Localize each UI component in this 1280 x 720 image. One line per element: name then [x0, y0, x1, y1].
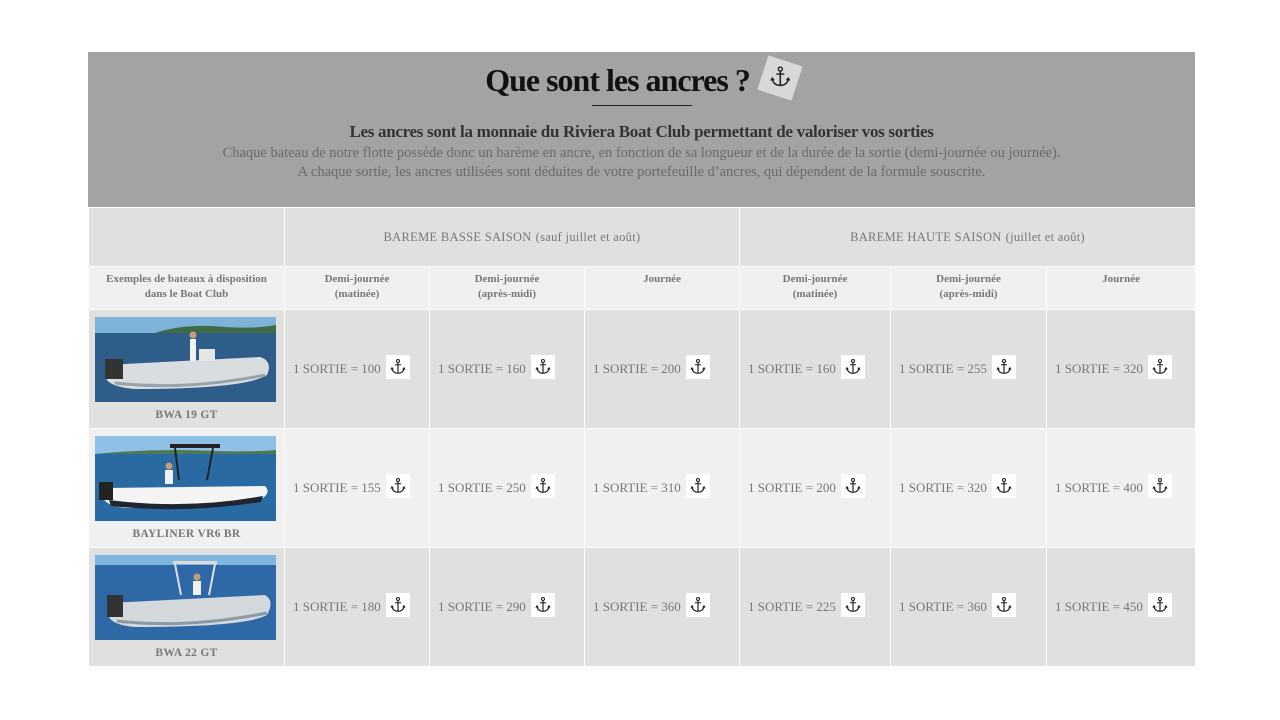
price-cell: [430, 310, 585, 429]
table-row: [89, 310, 1196, 429]
price-text: 1 SORTIE = 250: [438, 480, 526, 495]
anchor-icon: [841, 474, 865, 498]
duration-header: [285, 267, 430, 310]
empty-corner-cell: [89, 208, 285, 267]
price-text: 1 SORTIE = 200: [748, 480, 836, 495]
price-text: 1 SORTIE = 320: [1055, 361, 1143, 376]
price-cell: [1047, 429, 1196, 548]
anchor-icon: [841, 355, 865, 379]
duration-label: Demi-journée: [474, 273, 540, 285]
duration-sublabel: (matinée): [334, 288, 380, 300]
anchor-icon: [686, 355, 710, 379]
price-cell: [430, 548, 585, 667]
price-cell: [430, 429, 585, 548]
high-season-label: BAREME HAUTE SAISON: [850, 230, 1002, 244]
price-text: 1 SORTIE = 160: [438, 361, 526, 376]
price-cell: [1047, 548, 1196, 667]
price-text: 1 SORTIE = 180: [293, 599, 381, 614]
duration-label: Journée: [643, 273, 681, 285]
title-row: [88, 60, 1195, 100]
low-season-note: (sauf juillet et août): [535, 230, 641, 244]
anchor-icon: [386, 355, 410, 379]
price-cell: [585, 310, 740, 429]
boat-photo: [95, 436, 276, 521]
price-cell: [285, 548, 430, 667]
anchor-icon: [992, 593, 1016, 617]
subtitle: Les ancres sont la monnaie du Riviera Boat Club permettant de valoriser vos sorties: [349, 122, 934, 141]
boat-photo: [95, 555, 276, 640]
price-cell: [740, 548, 891, 667]
season-header-row: [89, 208, 1196, 267]
examples-header: [89, 267, 285, 310]
low-season-header: [285, 208, 740, 267]
price-cell: [585, 548, 740, 667]
price-cell: [891, 310, 1047, 429]
low-season-label: BAREME BASSE SAISON: [383, 230, 532, 244]
price-text: 1 SORTIE = 155: [293, 480, 381, 495]
anchor-icon: [992, 355, 1016, 379]
duration-header: [430, 267, 585, 310]
anchor-icon: [531, 355, 555, 379]
price-text: 1 SORTIE = 225: [748, 599, 836, 614]
anchor-icon: [386, 474, 410, 498]
boat-cell: [89, 429, 285, 548]
boat-name: BWA 19 GT: [155, 409, 218, 421]
duration-sublabel: (après-midi): [477, 288, 537, 300]
duration-sublabel: (matinée): [792, 288, 838, 300]
title-divider: [592, 105, 692, 106]
duration-sublabel: (après-midi): [939, 288, 998, 300]
boat-cell: [89, 310, 285, 429]
boat-name: BAYLINER VR6 BR: [132, 528, 241, 540]
price-text: 1 SORTIE = 400: [1055, 480, 1143, 495]
price-cell: [585, 429, 740, 548]
header-banner: [88, 52, 1195, 207]
anchor-icon: [386, 593, 410, 617]
anchor-icon: [1148, 355, 1172, 379]
examples-label-line-1: Exemples de bateaux à disposition: [106, 273, 267, 285]
anchor-icon: [531, 593, 555, 617]
duration-header: [891, 267, 1047, 310]
anchor-icon: [757, 55, 802, 100]
duration-header: [740, 267, 891, 310]
duration-header-row: [89, 267, 1196, 310]
boat-name: BWA 22 GT: [155, 647, 218, 659]
anchor-icon: [1148, 474, 1172, 498]
page-title: Que sont les ancres ?: [485, 61, 750, 98]
examples-label-line-2: dans le Boat Club: [144, 288, 229, 300]
pricing-table: [88, 207, 1196, 667]
price-cell: [1047, 310, 1196, 429]
description-line-1: Chaque bateau de notre flotte possède donc un barème en ancre, en fonction de sa longueur et de la durée de la sortie (demi-journée ou journée).: [222, 145, 1061, 161]
price-cell: [891, 429, 1047, 548]
duration-label: Demi-journée: [782, 273, 848, 285]
anchor-icon: [686, 593, 710, 617]
price-text: 1 SORTIE = 100: [293, 361, 381, 376]
price-cell: [740, 310, 891, 429]
high-season-note: (juillet et août): [1005, 230, 1085, 244]
table-row: [89, 429, 1196, 548]
price-cell: [891, 548, 1047, 667]
price-text: 1 SORTIE = 320: [899, 480, 987, 495]
price-text: 1 SORTIE = 160: [748, 361, 836, 376]
high-season-header: [740, 208, 1196, 267]
duration-label: Demi-journée: [324, 273, 390, 285]
price-text: 1 SORTIE = 450: [1055, 599, 1143, 614]
anchor-icon: [992, 474, 1016, 498]
price-text: 1 SORTIE = 360: [593, 599, 681, 614]
description-line-2: A chaque sortie, les ancres utilisées sont déduites de votre portefeuille d’ancres, qui dépendent de la formule souscrite.: [297, 164, 986, 180]
price-cell: [740, 429, 891, 548]
anchor-icon: [531, 474, 555, 498]
duration-header: [1047, 267, 1196, 310]
price-text: 1 SORTIE = 360: [899, 599, 987, 614]
anchor-icon: [1148, 593, 1172, 617]
anchor-icon: [686, 474, 710, 498]
anchor-icon: [841, 593, 865, 617]
price-text: 1 SORTIE = 310: [593, 480, 681, 495]
price-cell: [285, 310, 430, 429]
duration-label: Demi-journée: [936, 273, 1001, 285]
table-row: [89, 548, 1196, 667]
price-text: 1 SORTIE = 290: [438, 599, 526, 614]
price-text: 1 SORTIE = 255: [899, 361, 987, 376]
boat-photo: [95, 317, 276, 402]
duration-header: [585, 267, 740, 310]
price-cell: [285, 429, 430, 548]
boat-cell: [89, 548, 285, 667]
price-text: 1 SORTIE = 200: [593, 361, 681, 376]
duration-label: Journée: [1102, 273, 1140, 285]
